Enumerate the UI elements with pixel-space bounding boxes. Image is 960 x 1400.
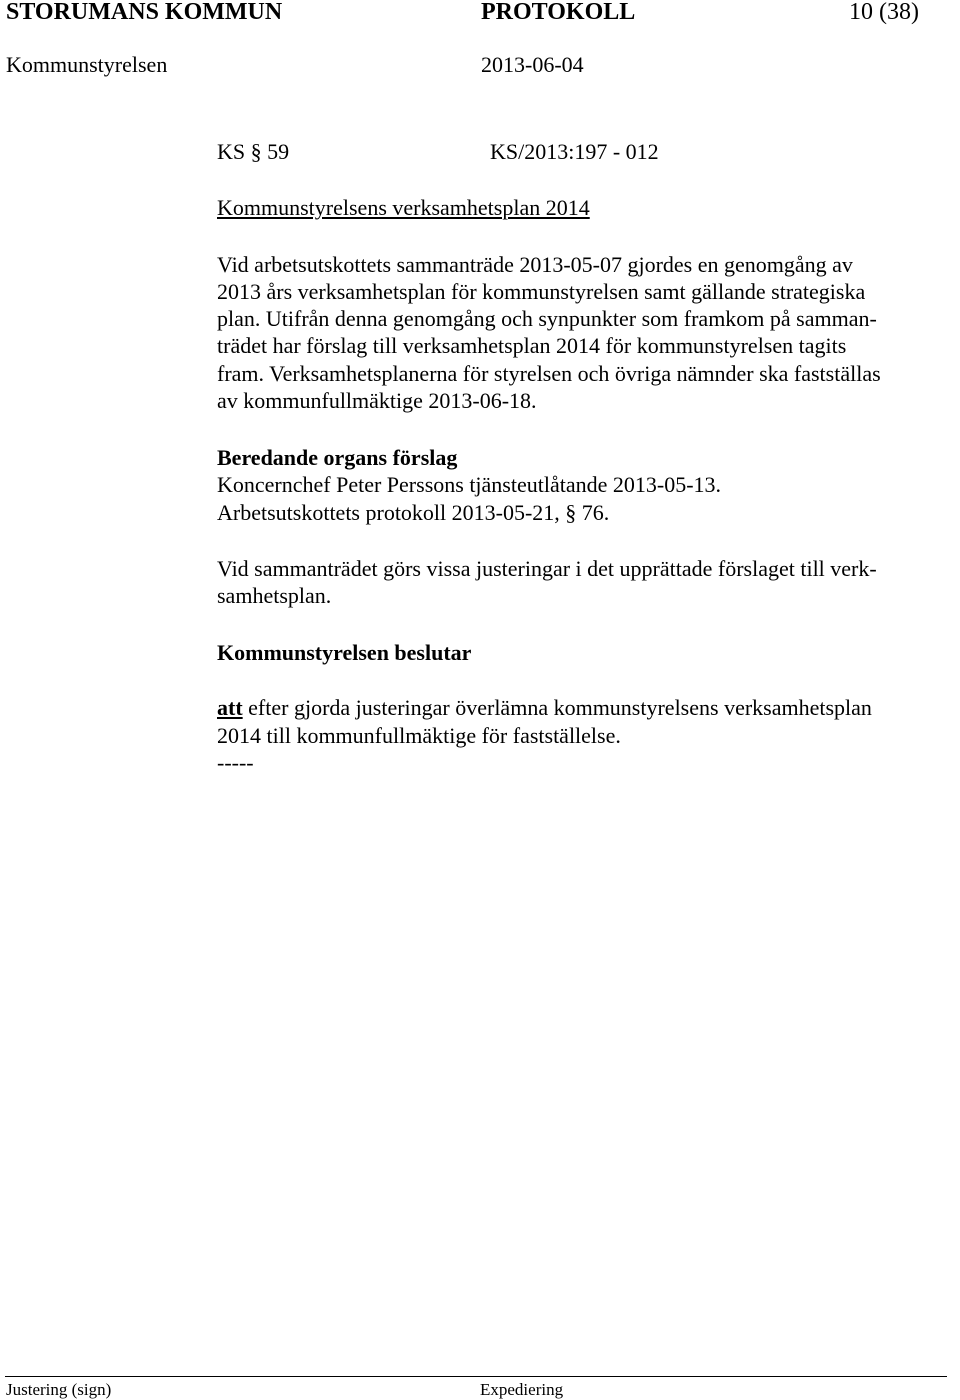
decision-text: efter gjorda justeringar överlämna kommunstyrelsens verksamhetsplan xyxy=(242,695,872,720)
intro-line: trädet har förslag till verksamhetsplan 2014 för kommunstyrelsen tagits xyxy=(217,333,847,358)
footer-rule xyxy=(5,1376,947,1377)
meeting-date: 2013-06-04 xyxy=(481,52,584,77)
document-type: PROTOKOLL xyxy=(481,0,636,25)
end-mark: ----- xyxy=(217,750,254,775)
case-title: Kommunstyrelsens verksamhetsplan 2014 xyxy=(217,195,590,220)
footer-justering: Justering (sign) xyxy=(6,1380,112,1399)
decision-line xyxy=(217,694,872,721)
org-name: STORUMANS KOMMUN xyxy=(6,0,283,25)
meeting-line: samhetsplan. xyxy=(217,583,332,608)
page-number: 10 (38) xyxy=(849,0,919,25)
intro-line: plan. Utifrån denna genomgång och synpunkter som framkom på samman- xyxy=(217,306,877,331)
body-name: Kommunstyrelsen xyxy=(6,52,168,77)
decision-heading: Kommunstyrelsen beslutar xyxy=(217,640,472,665)
intro-line: av kommunfullmäktige 2013-06-18. xyxy=(217,388,537,413)
proposal-item: Koncernchef Peter Perssons tjänsteutlåtande 2013-05-13. xyxy=(217,472,722,497)
att-keyword: att xyxy=(217,695,243,720)
paragraph-number: KS § 59 xyxy=(217,139,290,164)
decision-line: 2014 till kommunfullmäktige för fastställelse. xyxy=(217,723,621,748)
intro-line: fram. Verksamhetsplanerna för styrelsen och övriga nämnder ska fastställas xyxy=(217,361,881,386)
case-number: KS/2013:197 - 012 xyxy=(490,139,659,164)
proposal-heading: Beredande organs förslag xyxy=(217,445,458,470)
intro-line: Vid arbetsutskottets sammanträde 2013-05-07 gjordes en genomgång av xyxy=(217,252,853,277)
proposal-item: Arbetsutskottets protokoll 2013-05-21, § 76. xyxy=(217,500,610,525)
meeting-line: Vid sammanträdet görs vissa justeringar i det upprättade förslaget till verk- xyxy=(217,556,877,581)
intro-line: 2013 års verksamhetsplan för kommunstyrelsen samt gällande strategiska xyxy=(217,279,866,304)
footer-expediering: Expediering xyxy=(480,1380,564,1399)
